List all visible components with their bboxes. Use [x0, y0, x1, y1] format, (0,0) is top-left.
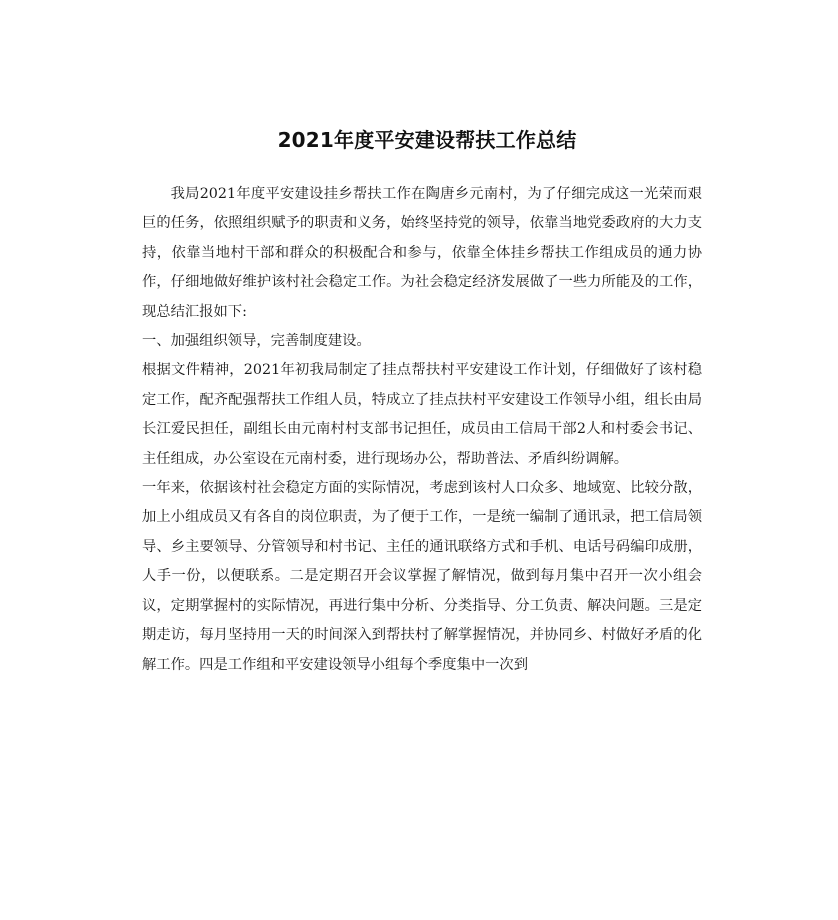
document-body — [142, 180, 702, 680]
section-heading-1: 一、加强组织领导，完善制度建设。 — [142, 333, 371, 350]
paragraph-intro: 我局2021年度平安建设挂乡帮扶工作在陶唐乡元南村，为了仔细完成这一光荣而艰巨的任务，依照组织赋予的职责和义务，始终坚持党的领导，依靠当地党委政府的大力支持，依靠当地村干部和群众的积极配合和参与，依靠全体挂乡帮扶工作组成员的通力协作，仔细地做好维护该村社会稳定工作。为社会稳定经济发展做了一些力所能及的工作，现总结汇报如下: — [142, 186, 702, 320]
paragraph-organization: 根据文件精神，2021年初我局制定了挂点帮扶村平安建设工作计划，仔细做好了该村稳定工作，配齐配强帮扶工作组人员，特成立了挂点扶村平安建设工作领导小组，组长由局长江爱民担任，副组长由元南村村支部书记担任，成员由工信局干部2人和村委会书记、主任组成，办公室设在元南村委，进行现场办公，帮助普法、矛盾纠纷调解。 — [142, 362, 702, 467]
paragraph-measures: 一年来，依据该村社会稳定方面的实际情况，考虑到该村人口众多、地域宽、比较分散，加上小组成员又有各自的岗位职责，为了便于工作，一是统一编制了通讯录，把工信局领导、乡主要领导、分管领导和村书记、主任的通讯联络方式和手机、电话号码编印成册，人手一份，以便联系。二是定期召开会议掌握了解情况，做到每月集中召开一次小组会议，定期掌握村的实际情况，再进行集中分析、分类指导、分工负责、解决问题。三是定期走访，每月坚持用一天的时间深入到帮扶村了解掌握情况，并协同乡、村做好矛盾的化解工作。四是工作组和平安建设领导小组每个季度集中一次到 — [142, 480, 702, 673]
document-title: 2021年度平安建设帮扶工作总结 — [277, 128, 577, 152]
